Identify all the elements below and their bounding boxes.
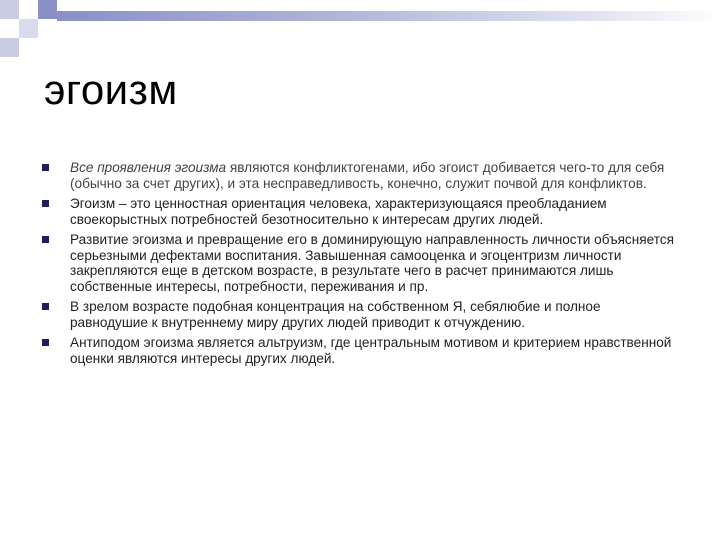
bullet-item — [42, 160, 682, 191]
square-bullet-icon — [42, 303, 49, 310]
slide-title: эгоизм — [44, 66, 178, 113]
bullet-text: Развитие эгоизма и превращение его в доминирующую направленность личности объясняется серьезными дефектами воспитания. Завышенная самооценка и эгоцентризм личности закрепляются еще в детском возрасте, в результате чего в расчет принимаются лишь собственные интересы, потребности, переживания и пр. — [70, 232, 674, 294]
bullet-item — [42, 196, 682, 227]
bullet-text: Эгоизм – это ценностная ориентация человека, характеризующаяся преобладанием своекорыстных потребностей безотносительно к интересам других людей. — [70, 196, 607, 227]
bullet-item — [42, 335, 682, 366]
decor-square — [0, 38, 19, 57]
decor-square — [19, 0, 38, 19]
bullet-text: Антиподом эгоизма является альтруизм, где центральным мотивом и критерием нравственной оценки являются интересы других людей. — [70, 335, 672, 366]
top-gradient-bar — [57, 11, 720, 21]
square-bullet-icon — [42, 236, 49, 243]
square-bullet-icon — [42, 339, 49, 346]
square-bullet-icon — [42, 200, 49, 207]
bullet-text: В зрелом возрасте подобная концентрация на собственном Я, себялюбие и полное равнодушие к внутреннему миру других людей приводит к отчуждению. — [70, 299, 601, 330]
decor-square — [0, 0, 19, 19]
bullet-list — [42, 160, 682, 371]
decor-square — [38, 0, 57, 19]
bullet-lead-text: Все проявления эгоизма — [70, 160, 227, 175]
bullet-text: являются конфликтогенами, ибо эгоист добивается чего-то для себя (обычно за счет других), и эта несправедливость, конечно, служит почвой для конфликтов. — [70, 160, 665, 191]
square-bullet-icon — [42, 164, 49, 171]
decor-square — [0, 19, 19, 38]
bullet-item — [42, 232, 682, 294]
decor-square — [19, 19, 38, 38]
bullet-item — [42, 299, 682, 330]
